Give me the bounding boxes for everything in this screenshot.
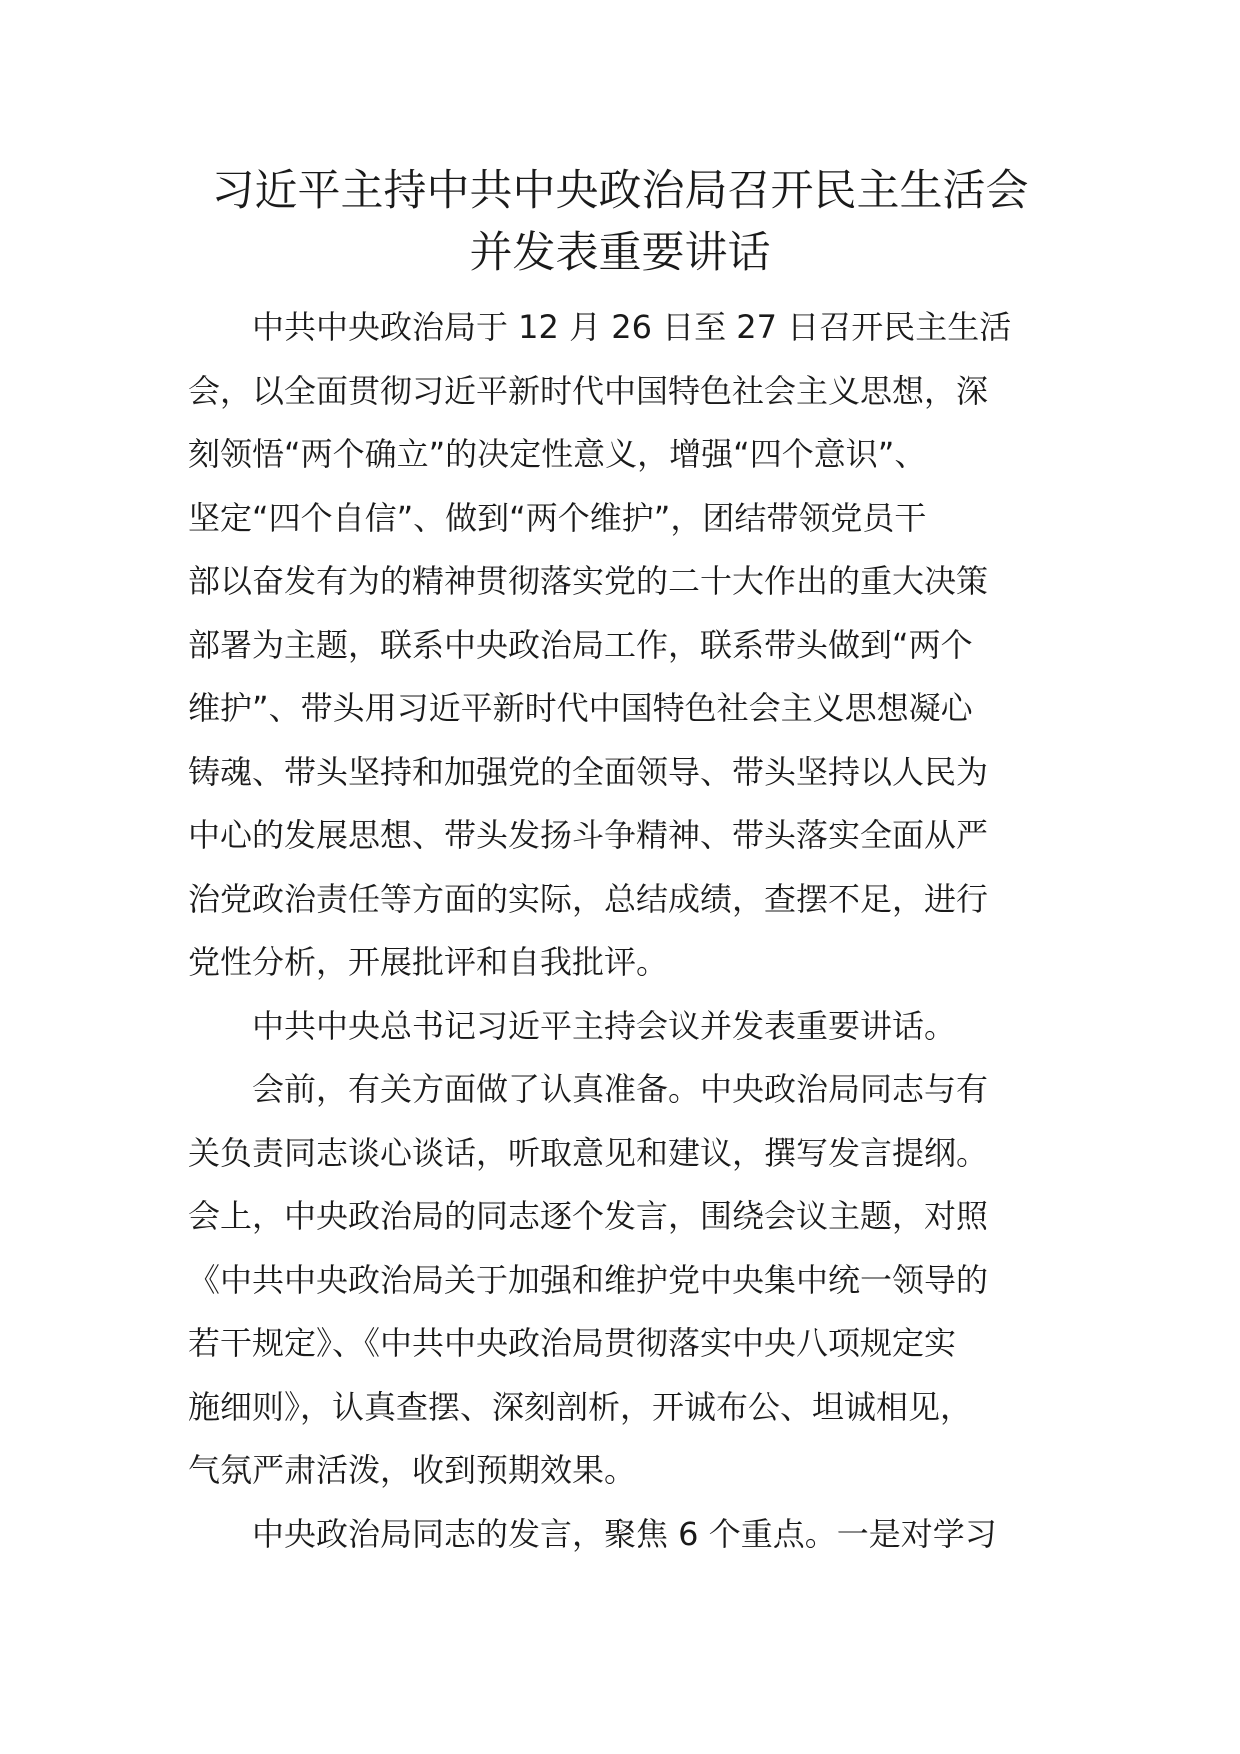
paragraph-1 [188,296,1058,995]
paragraph-3 [188,1058,1058,1503]
paragraph-2 [188,995,1058,1059]
text-line: 气氛严肃活泼，收到预期效果。 [188,1451,637,1489]
text-line: 治党政治责任等方面的实际，总结成绩，查摆不足，进行 [188,879,989,918]
text-line: 刻领悟“两个确立”的决定性意义，增强“四个意识”、 [188,435,927,473]
title-line-1: 习近平主持中共中央政治局召开民主生活会 [211,166,1029,216]
document-body [188,296,1058,1566]
text-line: 部以奋发有为的精神贯彻落实党的二十大作出的重大决策 [188,562,989,600]
text-line: 关负责同志谈心谈话，听取意见和建议，撰写发言提纲。 [188,1133,989,1172]
text-line: 会前，有关方面做了认真准备。中央政治局同志与有 [252,1070,989,1108]
text-line: 会，以全面贯彻习近平新时代中国特色社会主义思想，深 [188,371,989,410]
text-line: 坚定“四个自信”、做到“两个维护”，团结带领党员干 [188,498,927,537]
text-line: 会上，中央政治局的同志逐个发言，围绕会议主题，对照 [188,1197,989,1235]
text-line: 施细则》，认真查摆、深刻剖析，开诚布公、坦诚相见， [188,1387,973,1426]
text-line: 中共中央总书记习近平主持会议并发表重要讲话。 [252,1006,957,1045]
text-line: 部署为主题，联系中央政治局工作，联系带头做到“两个 [188,625,973,664]
text-line: 维护”、带头用习近平新时代中国特色社会主义思想凝心 [188,689,973,727]
text-line: 中央政治局同志的发言，聚焦 6 个重点。一是对学习 [252,1514,997,1553]
text-line: 《中共中央政治局关于加强和维护党中央集中统一领导的 [188,1260,989,1299]
text-line: 党性分析，开展批评和自我批评。 [188,943,669,981]
text-line: 中共中央政治局于 12 月 26 日至 27 日召开民主生活 [252,308,1012,346]
document-title [150,160,1090,284]
text-line: 铸魂、带头坚持和加强党的全面领导、带头坚持以人民为 [188,752,989,791]
title-line-2: 并发表重要讲话 [469,228,771,278]
paragraph-4 [188,1503,1058,1567]
text-line: 若干规定》、《中共中央政治局贯彻落实中央八项规定实 [188,1324,957,1362]
text-line: 中心的发展思想、带头发扬斗争精神、带头落实全面从严 [188,816,989,854]
